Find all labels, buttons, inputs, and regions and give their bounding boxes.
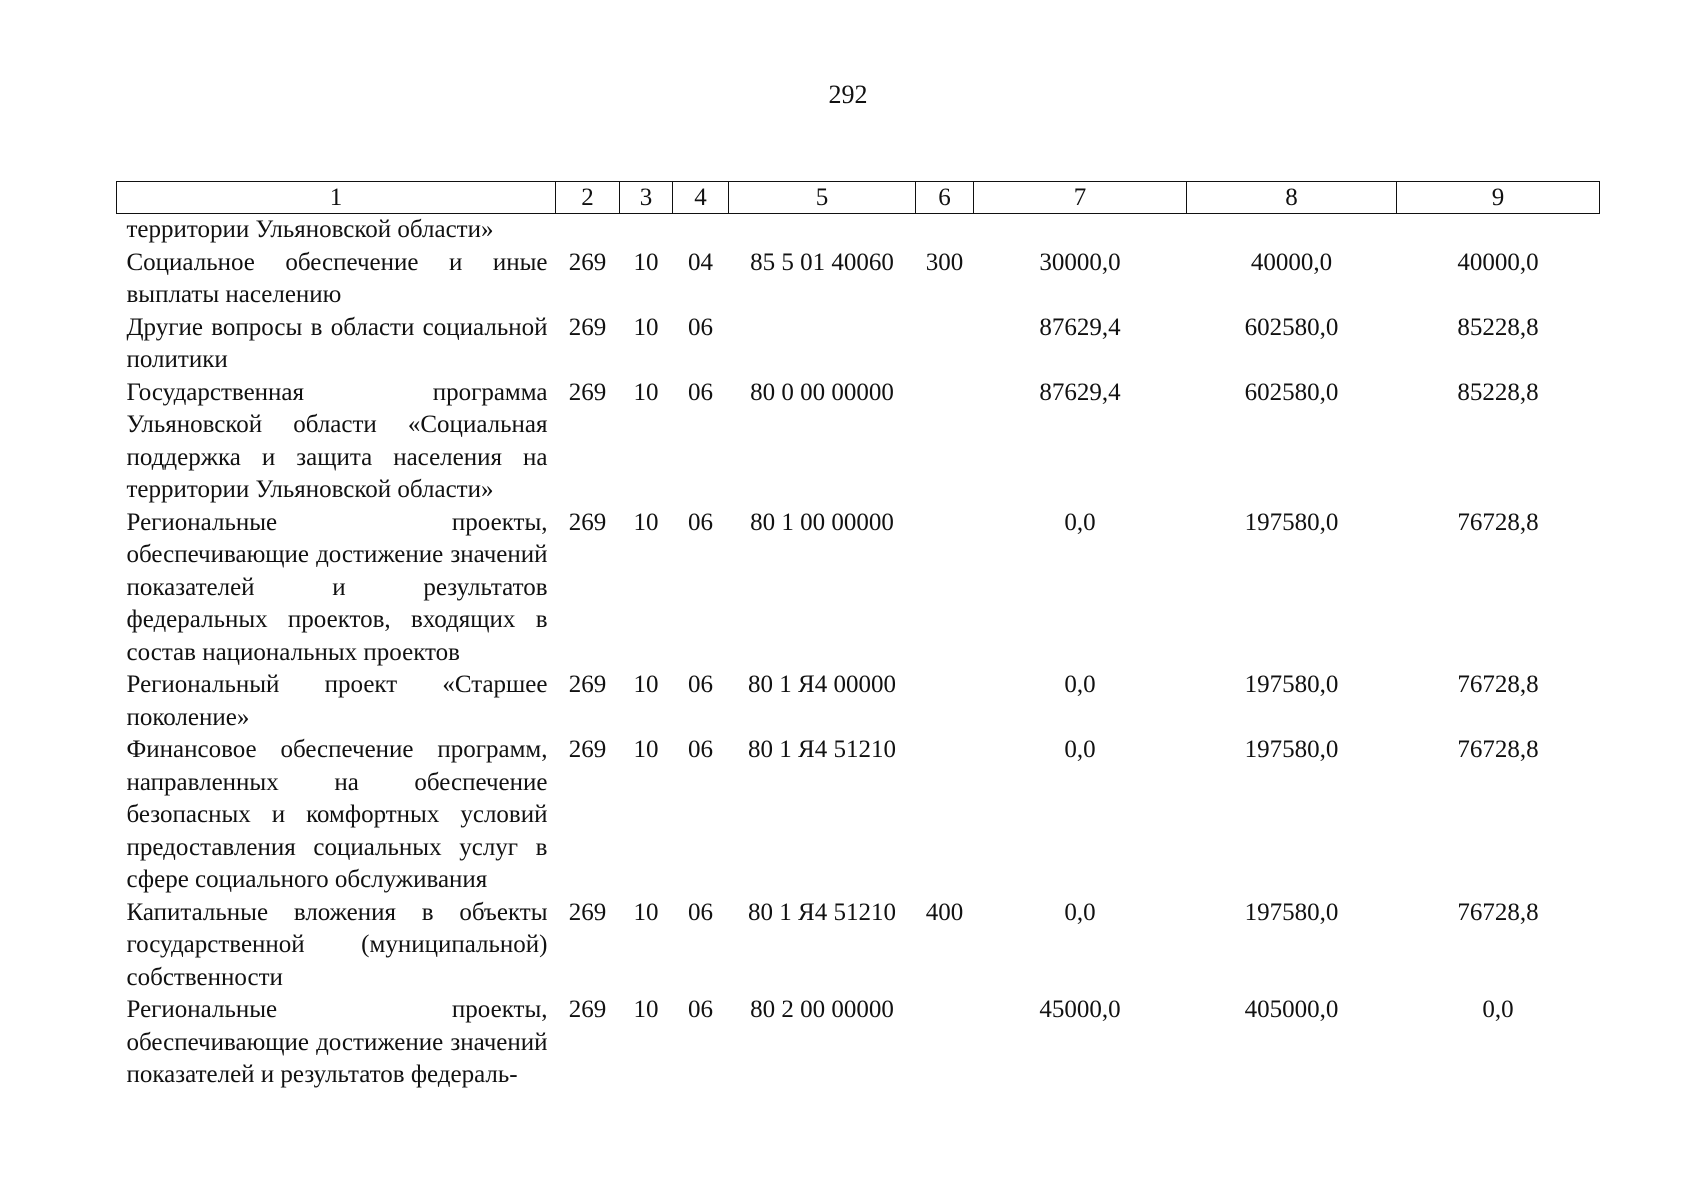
table-row — [117, 377, 1600, 507]
row-value-col-6: 400 — [925, 898, 964, 926]
row-value-col-8: 197580,0 — [1244, 671, 1339, 698]
row-description: Капитальные вложения в объекты государственной (муниципальной) собственности — [126, 898, 548, 991]
row-value-col-5: 80 2 00 00000 — [750, 996, 894, 1023]
row-value-col-2: 269 — [568, 248, 607, 276]
table-row — [117, 897, 1600, 995]
row-value-col-6 — [916, 312, 974, 377]
row-value-col-2: 269 — [568, 378, 607, 406]
row-value-col-2: 269 — [568, 671, 607, 698]
row-description: Региональный проект «Старшее поколение» — [126, 671, 548, 731]
row-value-col-2: 269 — [568, 996, 607, 1023]
row-value-col-8: 197580,0 — [1244, 898, 1339, 926]
row-value-col-4: 06 — [688, 898, 713, 926]
row-value-col-9: 85228,8 — [1457, 313, 1539, 341]
row-value-col-9 — [1397, 214, 1600, 247]
column-header-1: 1 — [117, 182, 556, 214]
column-header-4: 4 — [673, 182, 729, 214]
row-value-col-6 — [916, 669, 974, 734]
page-number: 292 — [828, 80, 868, 109]
row-description: Государственная программа Ульяновской области «Социальная поддержка и защита населения на территории Ульяновской области» — [126, 378, 548, 503]
row-description: Финансовое обеспечение программ, направленных на обеспечение безопасных и комфортных условий предоставления социальных услуг в сфере социального обслуживания — [126, 736, 548, 893]
row-description: Социальное обеспечение и иные выплаты населению — [126, 248, 548, 308]
row-value-col-4 — [673, 214, 729, 247]
row-value-col-7: 0,0 — [1064, 508, 1096, 536]
row-value-col-5: 85 5 01 40060 — [750, 248, 894, 276]
row-value-col-2: 269 — [568, 508, 607, 536]
row-value-col-8 — [1187, 214, 1397, 247]
row-value-col-3: 10 — [633, 508, 659, 536]
column-header-9: 9 — [1397, 182, 1600, 214]
row-value-col-4: 06 — [688, 996, 713, 1023]
row-value-col-2: 269 — [568, 313, 607, 341]
column-header-7: 7 — [974, 182, 1187, 214]
row-value-col-9: 76728,8 — [1457, 508, 1539, 536]
row-value-col-9: 85228,8 — [1457, 378, 1539, 406]
row-value-col-3: 10 — [633, 671, 659, 698]
column-header-2: 2 — [556, 182, 620, 214]
row-value-col-9: 76728,8 — [1457, 736, 1539, 763]
row-value-col-2: 269 — [568, 736, 607, 763]
row-value-col-7: 0,0 — [1064, 671, 1096, 698]
row-value-col-5: 80 1 Я4 00000 — [748, 671, 896, 698]
row-value-col-8: 602580,0 — [1244, 313, 1339, 341]
table-row — [117, 994, 1600, 1092]
table-row — [117, 507, 1600, 670]
row-value-col-6 — [916, 214, 974, 247]
table-body — [117, 214, 1600, 1092]
table-row — [117, 669, 1600, 734]
row-value-col-9: 40000,0 — [1457, 248, 1539, 276]
row-value-col-5 — [729, 312, 916, 377]
row-description: Региональные проекты, обеспечивающие достижение значений показателей и результатов федераль- — [126, 996, 548, 1088]
row-value-col-8: 405000,0 — [1244, 996, 1339, 1023]
column-header-3: 3 — [620, 182, 673, 214]
row-value-col-6 — [916, 994, 974, 1092]
row-value-col-9: 76728,8 — [1457, 671, 1539, 698]
row-value-col-7: 0,0 — [1064, 736, 1096, 763]
row-value-col-4: 06 — [688, 313, 713, 341]
row-value-col-3: 10 — [633, 378, 659, 406]
row-value-col-6 — [916, 377, 974, 507]
row-description: Другие вопросы в области социальной политики — [126, 313, 548, 373]
row-value-col-4: 06 — [688, 378, 713, 406]
row-value-col-3: 10 — [633, 996, 659, 1023]
row-value-col-5 — [729, 214, 916, 247]
row-value-col-9: 0,0 — [1482, 996, 1514, 1023]
table-row — [117, 734, 1600, 897]
row-value-col-3: 10 — [633, 898, 659, 926]
row-value-col-8: 197580,0 — [1244, 508, 1339, 536]
row-value-col-7: 87629,4 — [1039, 378, 1121, 406]
row-value-col-9: 76728,8 — [1457, 898, 1539, 926]
row-value-col-7: 87629,4 — [1039, 313, 1121, 341]
row-value-col-4: 06 — [688, 671, 713, 698]
row-value-col-5: 80 1 Я4 51210 — [748, 898, 896, 926]
table-row — [117, 247, 1600, 312]
row-value-col-4: 04 — [688, 248, 713, 276]
table-row — [117, 214, 1600, 247]
row-value-col-5: 80 1 00 00000 — [750, 508, 894, 536]
row-value-col-8: 197580,0 — [1244, 736, 1339, 763]
row-value-col-2: 269 — [568, 898, 607, 926]
row-value-col-7: 0,0 — [1064, 898, 1096, 926]
row-value-col-7 — [974, 214, 1187, 247]
row-value-col-3: 10 — [633, 248, 659, 276]
row-value-col-3: 10 — [633, 313, 659, 341]
row-value-col-2 — [556, 214, 620, 247]
row-value-col-6 — [916, 507, 974, 670]
row-value-col-8: 602580,0 — [1244, 378, 1339, 406]
row-value-col-7: 30000,0 — [1039, 248, 1121, 276]
row-value-col-4: 06 — [688, 736, 713, 763]
row-value-col-8: 40000,0 — [1250, 248, 1333, 276]
column-header-8: 8 — [1187, 182, 1397, 214]
row-description: территории Ульяновской области» — [126, 216, 494, 243]
row-value-col-3: 10 — [633, 736, 659, 763]
row-value-col-5: 80 1 Я4 51210 — [748, 736, 896, 763]
row-description: Региональные проекты, обеспечивающие достижение значений показателей и результатов федеральных проектов, входящих в состав национальных проектов — [126, 508, 548, 666]
budget-table — [116, 181, 1600, 1092]
column-header-5: 5 — [729, 182, 916, 214]
table-header — [117, 182, 1600, 214]
column-header-6: 6 — [916, 182, 974, 214]
row-value-col-3 — [620, 214, 673, 247]
row-value-col-7: 45000,0 — [1039, 996, 1121, 1023]
row-value-col-4: 06 — [688, 508, 713, 536]
row-value-col-6: 300 — [925, 248, 964, 276]
row-value-col-5: 80 0 00 00000 — [750, 378, 894, 406]
row-value-col-6 — [916, 734, 974, 897]
table-row — [117, 312, 1600, 377]
header-row — [117, 182, 1600, 214]
